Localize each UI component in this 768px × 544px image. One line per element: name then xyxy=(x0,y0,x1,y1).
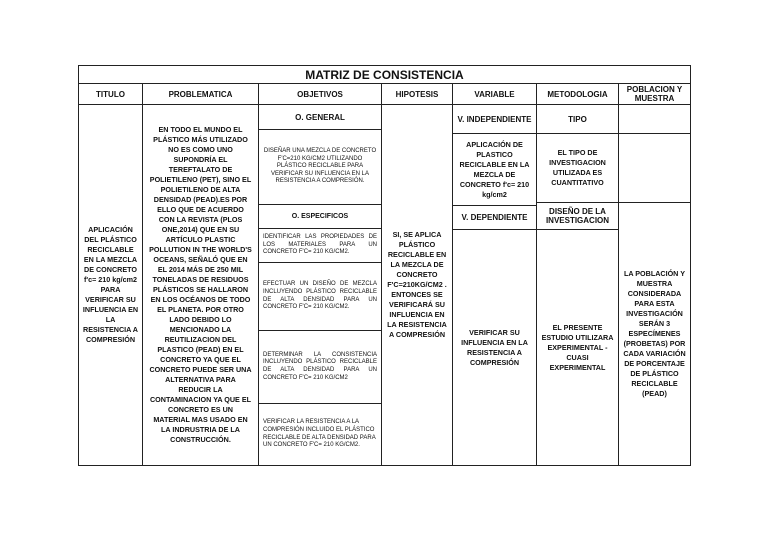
metodologia-tipo-text: EL TIPO DE INVESTIGACION UTILIZADA ES CUANTITATIVO xyxy=(537,134,619,203)
objetivo-especifico-2: EFECTUAR UN DISEÑO DE MEZCLA INCLUYENDO PLÁSTICO RECICLABLE DE ALTA DENSIDAD PARA UN CONCRETO F'C= 210 KG/CM2. xyxy=(259,263,382,331)
variable-independiente-label: V. INDEPENDIENTE xyxy=(453,105,537,134)
header-objetivos: OBJETIVOS xyxy=(259,84,382,105)
objetivo-especifico-3: DETERMINAR LA CONSISTENCIA INCLUYENDO PLÁSTICO RECICLABLE DE ALTA DENSIDAD PARA UN CONCRETO F'C= 210 KG/CM2 xyxy=(259,331,382,404)
hipotesis-cell: SI, SE APLICA PLÁSTICO RECICLABLE EN LA MEZCLA DE CONCRETO F'C=210KG/CM2 . ENTONCES SE VERIFICARÁ SU INFLUENCIA EN LA RESISTENCIA A COMPRESIÓN xyxy=(382,105,453,465)
objetivo-especifico-4: VERIFICAR LA RESISTENCIA A LA COMPRESIÓN INCLUIDO EL PLÁSTICO RECICLABLE DE ALTA DENSIDAD PARA UN CONCRETO F'C= 210 KG/CM2. xyxy=(259,404,382,465)
metodologia-diseno-text: EL PRESENTE ESTUDIO UTILIZARA EXPERIMENTAL - CUASI EXPERIMENTAL xyxy=(537,230,619,465)
header-poblacion: POBLACION Y MUESTRA xyxy=(619,84,690,105)
poblacion-cell: LA POBLACIÓN Y MUESTRA CONSIDERADA PARA ESTA INVESTIGACIÓN SERÁN 3 ESPECÍMENES (PROBETAS) POR CADA VARIACIÓN DE PORCENTAJE DE PLÁSTICO RECICLABLE (PEAD) xyxy=(623,269,686,398)
table-title: MATRIZ DE CONSISTENCIA xyxy=(79,66,690,84)
header-hipotesis: HIPOTESIS xyxy=(382,84,453,105)
header-problematica: PROBLEMATICA xyxy=(143,84,259,105)
objetivo-general-text: DISEÑAR UNA MEZCLA DE CONCRETO F'C=210 KG/CM2 UTILIZANDO PLÁSTICO RECICLABLE PARA VERIFICAR SU INFLUENCIA EN LA RESISTENCIA A COMPRESIÓN. xyxy=(259,130,382,205)
objetivo-especifico-1: IDENTIFICAR LAS PROPIEDADES DE LOS MATERIALES PARA UN CONCRETO F'C= 210 KG/CM2. xyxy=(259,229,382,263)
poblacion-blank-cell xyxy=(619,105,690,134)
metodologia-diseno-label: DISEÑO DE LA INVESTIGACION xyxy=(537,203,619,230)
poblacion-blank-cell-2 xyxy=(619,134,690,203)
metodologia-tipo-label: TIPO xyxy=(537,105,619,134)
consistency-matrix-table xyxy=(78,65,691,466)
variable-dependiente-text: VERIFICAR SU INFLUENCIA EN LA RESISTENCIA A COMPRESIÓN xyxy=(453,230,537,465)
titulo-cell: APLICACIÓN DEL PLÁSTICO RECICLABLE EN LA MEZCLA DE CONCRETO f'c= 210 kg/cm2 PARA VERIFICAR SU INFLUENCIA EN LA RESISTENCIA A COMPRESIÓN xyxy=(79,105,143,465)
variable-dependiente-label: V. DEPENDIENTE xyxy=(453,206,537,230)
header-metodologia: METODOLOGIA xyxy=(537,84,619,105)
objetivo-general-label: O. GENERAL xyxy=(259,105,382,130)
problematica-cell: EN TODO EL MUNDO EL PLÁSTICO MÁS UTILIZADO NO ES COMO UNO SUPONDRÍA EL TEREFTALATO DE POLIETILENO (PET), SINO EL POLIETILENO DE ALTA DENSIDAD (PEAD).ES POR ELLO QUE DE ACUERDO CON LA REVISTA (PLOS ONE,2014) QUE EN SU ARTÍCULO PLASTIC POLLUTION IN THE WORLD'S OCEANS, SEÑALÓ QUE EN EL 2014 MÁS DE 250 MIL TONELADAS DE RESIDUOS PLÁSTICOS SE HALLARON EN LOS OCÉANOS DE TODO EL PLANETA. POR OTRO LADO DEBIDO LO MENCIONADO LA REUTILIZACION DEL PLASTICO (PEAD) EN EL CONCRETO YA QUE EL CONCRETO PUEDE SER UNA ALTERNATIVA PARA REDUCIR LA CONTAMINACION YA QUE EL CONCRETO ES UN MATERIAL MAS USADO EN LA INDRUSTRIA DE LA CONSTRUCCIÓN. xyxy=(143,105,259,465)
header-titulo: TITULO xyxy=(79,84,143,105)
objetivos-especificos-label: O. ESPECIFICOS xyxy=(259,205,382,229)
variable-independiente-text: APLICACIÓN DE PLASTICO RECICLABLE EN LA MEZCLA DE CONCRETO f'c= 210 kg/cm2 xyxy=(453,134,537,206)
header-variable: VARIABLE xyxy=(453,84,537,105)
